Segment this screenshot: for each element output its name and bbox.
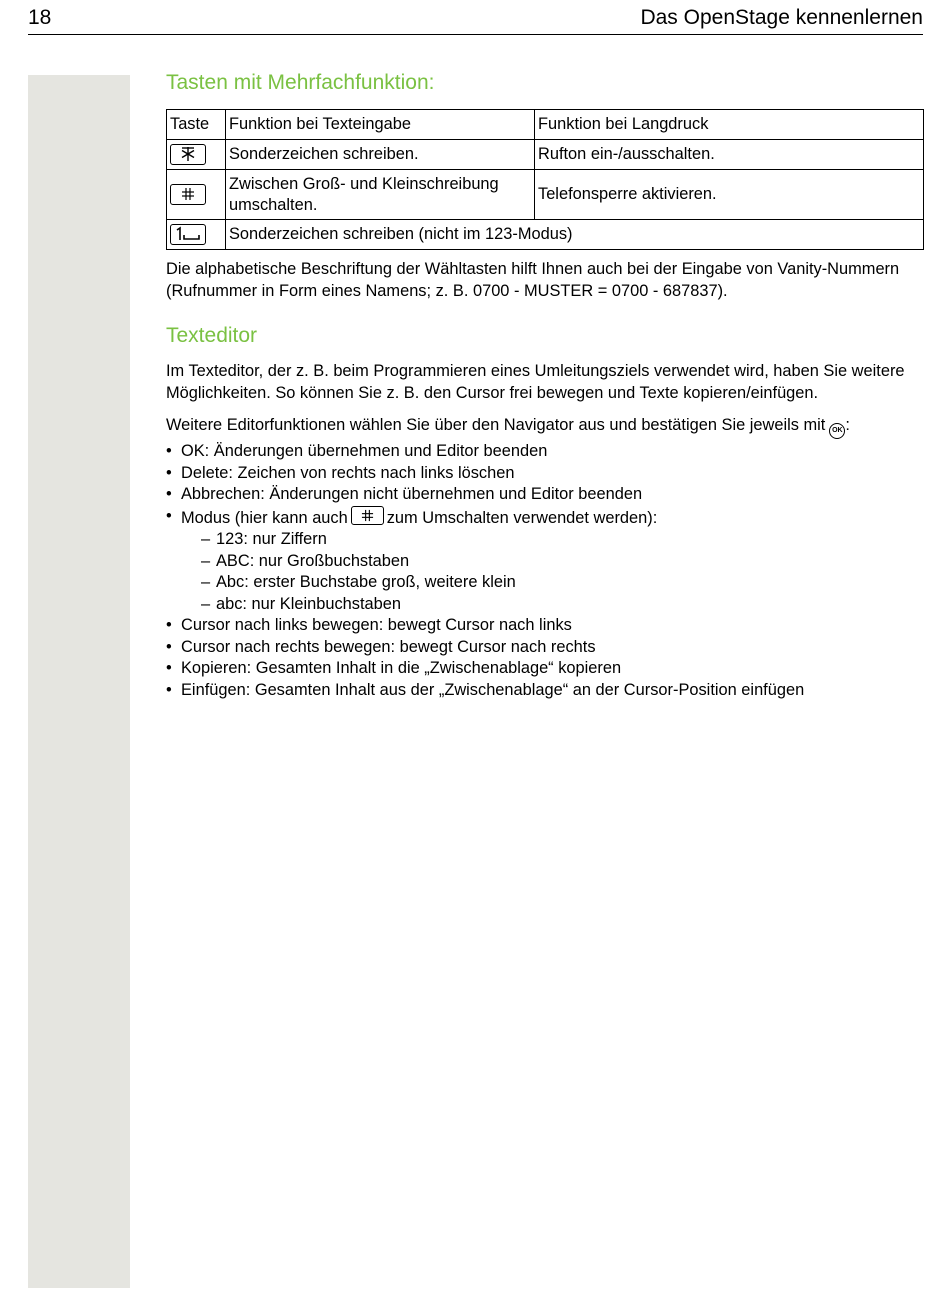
table-header-cell: Funktion bei Texteingabe: [226, 110, 535, 140]
list-item: • Cursor nach links bewegen: bewegt Cursor nach links: [166, 615, 924, 637]
table-header-cell: Taste: [167, 110, 226, 140]
list-item: – abc: nur Kleinbuchstaben: [201, 594, 924, 616]
editor-functions-text: Weitere Editorfunktionen wählen Sie über den Navigator aus und bestätigen Sie jeweils mit: [166, 416, 826, 434]
list-item: • OK: Änderungen übernehmen und Editor beenden: [166, 441, 924, 463]
table-cell: Rufton ein-/ausschalten.: [535, 140, 924, 170]
section-heading-text-editor: Texteditor: [166, 324, 258, 347]
multifunction-keys-table: [166, 109, 924, 250]
list-item-mode: [166, 506, 924, 616]
mode-sublist: [181, 529, 924, 615]
table-row: [167, 220, 924, 250]
running-title: Das OpenStage kennenlernen: [640, 6, 923, 29]
table-cell-key: [167, 220, 226, 250]
page-header: [28, 6, 923, 35]
editor-functions-list: [166, 441, 924, 701]
editor-functions-paragraph: [166, 415, 924, 439]
page-number: 18: [28, 6, 52, 29]
table-row: [167, 140, 924, 170]
list-item: – 123: nur Ziffern: [201, 529, 924, 551]
one-space-key-icon: [170, 224, 206, 245]
table-header-cell: Funktion bei Langdruck: [535, 110, 924, 140]
mode-text-after: zum Umschalten verwendet werden):: [386, 508, 658, 527]
table-cell: Sonderzeichen schreiben (nicht im 123-Modus): [226, 220, 924, 250]
table-cell: Zwischen Groß- und Kleinschreibung umschalten.: [226, 170, 535, 220]
table-cell: Telefonsperre aktivieren.: [535, 170, 924, 220]
table-header-row: [167, 110, 924, 140]
list-item: – Abc: erster Buchstabe groß, weitere klein: [201, 572, 924, 594]
page-content: [166, 70, 924, 701]
ok-key-icon: OK: [829, 423, 845, 439]
list-item: – ABC: nur Großbuchstaben: [201, 551, 924, 573]
text-editor-intro-paragraph: Im Texteditor, der z. B. beim Programmieren eines Umleitungsziels verwendet wird, haben Sie weitere Möglichkeiten. So können Sie z. B. den Cursor frei bewegen und Texte kopieren/einfügen.: [166, 362, 905, 402]
list-item: • Cursor nach rechts bewegen: bewegt Cursor nach rechts: [166, 637, 924, 659]
table-cell: Sonderzeichen schreiben.: [226, 140, 535, 170]
hash-key-icon: [351, 506, 384, 525]
table-cell-key: [167, 140, 226, 170]
left-margin-bar: [28, 75, 130, 1288]
section-heading-multifunction-keys: Tasten mit Mehrfachfunktion:: [166, 71, 435, 94]
list-item: • Kopieren: Gesamten Inhalt in die „Zwischenablage“ kopieren: [166, 658, 924, 680]
table-row: [167, 170, 924, 220]
list-item: • Einfügen: Gesamten Inhalt aus der „Zwischenablage“ an der Cursor-Position einfügen: [166, 680, 924, 702]
list-item: • Delete: Zeichen von rechts nach links löschen: [166, 463, 924, 485]
table-cell-key: [167, 170, 226, 220]
star-key-icon: [170, 144, 206, 165]
editor-functions-colon: :: [845, 416, 850, 434]
list-item: • Abbrechen: Änderungen nicht übernehmen und Editor beenden: [166, 484, 924, 506]
mode-text-before: Modus (hier kann auch: [181, 508, 348, 527]
hash-key-icon: [170, 184, 206, 205]
vanity-numbers-paragraph: Die alphabetische Beschriftung der Wähltasten hilft Ihnen auch bei der Eingabe von Vanity-Nummern (Rufnummer in Form eines Namens; z. B. 0700 - MUSTER = 0700 - 687837).: [166, 260, 900, 300]
